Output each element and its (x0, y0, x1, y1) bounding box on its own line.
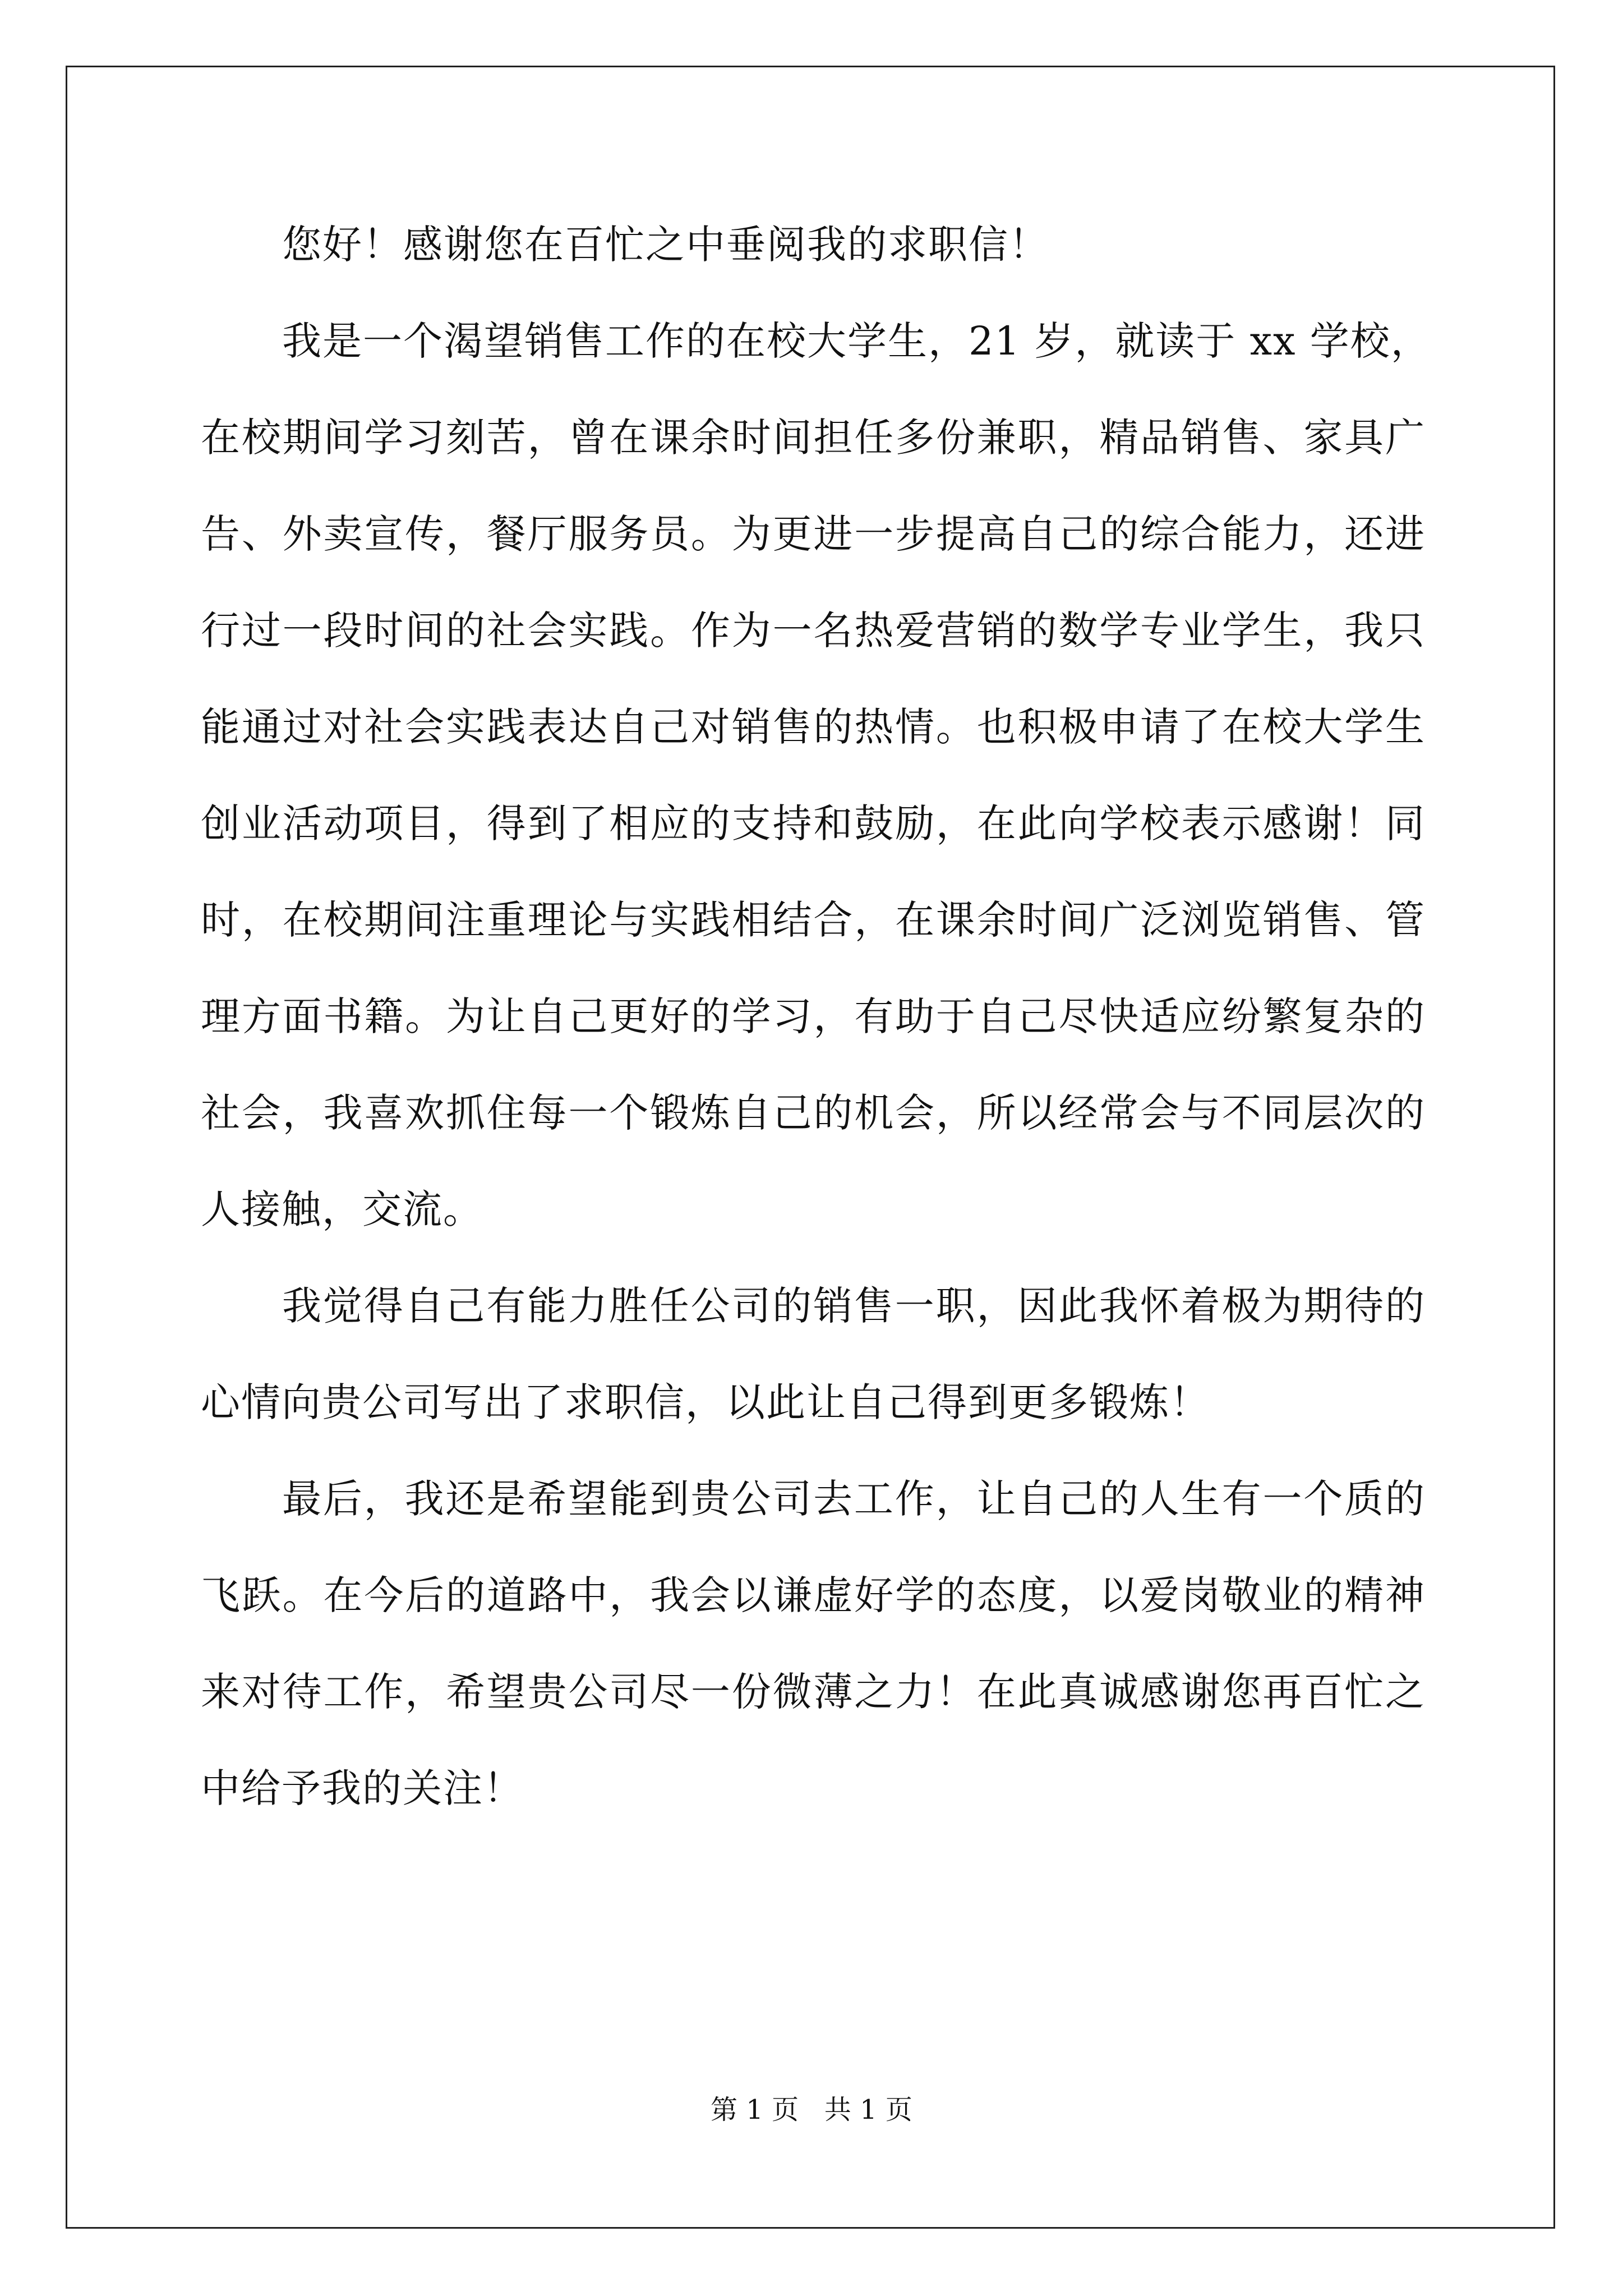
paragraph-1-line-4: 行过一段时间的社会实践。作为一名热爱营销的数学专业学生，我只 (201, 608, 1426, 654)
paragraph-1-line-1: 我是一个渴望销售工作的在校大学生，21 岁，就读于 xx 学校， (282, 318, 1431, 364)
paragraph-3-line-4: 中给予我的关注！ (201, 1765, 524, 1811)
paragraph-3-line-2: 飞跃。在今后的道路中，我会以谦虚好学的态度，以爱岗敬业的精神 (201, 1572, 1426, 1618)
page-footer: 第 1 页 共 1 页 (711, 2094, 912, 2125)
page-frame (66, 66, 1555, 2229)
paragraph-1-line-5: 能通过对社会实践表达自己对销售的热情。也积极申请了在校大学生 (201, 704, 1426, 750)
paragraph-1-line-8: 理方面书籍。为让自己更好的学习，有助于自己尽快适应纷繁复杂的 (201, 993, 1426, 1039)
paragraph-1-line-6: 创业活动项目，得到了相应的支持和鼓励，在此向学校表示感谢！同 (201, 800, 1426, 846)
paragraph-3-line-3: 来对待工作，希望贵公司尽一份微薄之力！在此真诚感谢您再百忙之 (201, 1669, 1426, 1715)
paragraph-3-line-1: 最后，我还是希望能到贵公司去工作，让自己的人生有一个质的 (282, 1476, 1426, 1522)
greeting-line: 您好！感谢您在百忙之中垂阅我的求职信！ (282, 222, 1049, 268)
paragraph-1-line-3: 告、外卖宣传，餐厅服务员。为更进一步提高自己的综合能力，还进 (201, 511, 1426, 557)
paragraph-1-line-7: 时，在校期间注重理论与实践相结合，在课余时间广泛浏览销售、管 (201, 897, 1426, 943)
paragraph-1-line-2: 在校期间学习刻苦，曾在课余时间担任多份兼职，精品销售、家具广 (201, 415, 1426, 461)
paragraph-2-line-2: 心情向贵公司写出了求职信，以此让自己得到更多锻炼！ (201, 1379, 1210, 1425)
paragraph-1-line-9: 社会，我喜欢抓住每一个锻炼自己的机会，所以经常会与不同层次的 (201, 1090, 1426, 1136)
paragraph-2-line-1: 我觉得自己有能力胜任公司的销售一职，因此我怀着极为期待的 (282, 1283, 1426, 1329)
paragraph-1-line-10: 人接触，交流。 (201, 1186, 483, 1232)
